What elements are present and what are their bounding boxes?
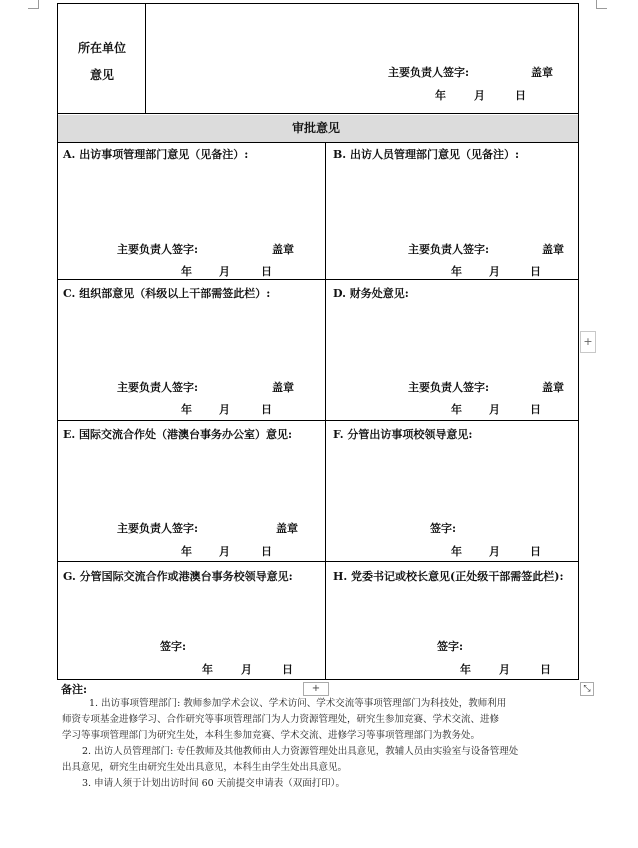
table-divider <box>145 3 146 113</box>
cell-a-seal: 盖章 <box>272 243 294 256</box>
cell-a-year: 年 <box>181 265 192 278</box>
note-line: 师资专项基金进修学习、合作研究等事项管理部门为人力资源管理处，研究生参加竞赛、学术交流、进修 <box>62 714 500 725</box>
table-row-line <box>57 113 579 114</box>
unit-opinion-label: 所在单位 <box>78 41 127 55</box>
page-corner-mark <box>28 0 39 9</box>
cell-e-title: E. 国际交流合作处（港澳台事务办公室）意见: <box>63 428 293 441</box>
table-border-bottom <box>57 679 579 680</box>
note-line: 3. 申请人须于计划出访时间 60 天前提交申请表（双面打印）。 <box>82 778 345 789</box>
cell-d-month: 月 <box>489 403 500 416</box>
signature-label: 主要负责人签字: <box>388 66 470 79</box>
cell-f-month: 月 <box>489 545 500 558</box>
table-border-right <box>578 3 579 679</box>
note-line: 学习等事项管理部门为研究生处，本科生参加竞赛、学术交流、进修学习等事项管理部门为教务处。 <box>62 730 481 741</box>
unit-opinion-label: 意见 <box>90 68 115 82</box>
cell-a-day: 日 <box>261 265 272 278</box>
cell-d-year: 年 <box>451 403 462 416</box>
cell-d-signature: 主要负责人签字: <box>408 381 490 394</box>
table-row-line <box>57 279 579 280</box>
approval-header: 审批意见 <box>292 121 341 135</box>
page-corner-mark <box>596 0 607 9</box>
cell-g-day: 日 <box>282 663 293 676</box>
cell-b-day: 日 <box>530 265 541 278</box>
date-year: 年 <box>435 89 446 102</box>
cell-b-month: 月 <box>489 265 500 278</box>
cell-h-month: 月 <box>499 663 510 676</box>
cell-h-signature: 签字: <box>437 640 464 653</box>
cell-d-title: D. 财务处意见: <box>333 287 409 300</box>
table-border-left <box>57 3 58 679</box>
notes-label: 备注: <box>61 683 88 696</box>
cell-c-year: 年 <box>181 403 192 416</box>
cell-g-title: G. 分管国际交流合作或港澳台事务校领导意见: <box>63 570 293 583</box>
cell-f-signature: 签字: <box>430 522 457 535</box>
note-line: 2. 出访人员管理部门: 专任教师及其他教师由人力资源管理处出具意见，教辅人员由实验室与设备管理处 <box>82 746 519 757</box>
cell-g-signature: 签字: <box>160 640 187 653</box>
table-resize-icon[interactable]: ⤡ <box>580 682 594 696</box>
cell-c-month: 月 <box>219 403 230 416</box>
note-line: 1. 出访事项管理部门: 教师参加学术会议、学术访问、学术交流等事项管理部门为科技处，教师利用 <box>89 698 507 709</box>
cell-a-month: 月 <box>219 265 230 278</box>
cell-h-title: H. 党委书记或校长意见(正处级干部需签此栏): <box>333 570 564 583</box>
cell-c-day: 日 <box>261 403 272 416</box>
cell-c-seal: 盖章 <box>272 381 294 394</box>
date-day: 日 <box>515 89 526 102</box>
cell-a-signature: 主要负责人签字: <box>117 243 199 256</box>
cell-h-day: 日 <box>540 663 551 676</box>
cell-b-year: 年 <box>451 265 462 278</box>
expand-column-button[interactable]: + <box>580 331 596 353</box>
cell-c-signature: 主要负责人签字: <box>117 381 199 394</box>
seal-label: 盖章 <box>531 66 553 79</box>
cell-e-month: 月 <box>219 545 230 558</box>
cell-f-title: F. 分管出访事项校领导意见: <box>333 428 473 441</box>
cell-f-day: 日 <box>530 545 541 558</box>
cell-e-seal: 盖章 <box>276 522 298 535</box>
cell-b-title: B. 出访人员管理部门意见（见备注）: <box>333 148 520 161</box>
table-row-line <box>57 142 579 143</box>
cell-b-seal: 盖章 <box>542 243 564 256</box>
cell-b-signature: 主要负责人签字: <box>408 243 490 256</box>
table-divider <box>325 142 326 679</box>
table-row-line <box>57 420 579 421</box>
note-line: 出具意见，研究生由研究生处出具意见，本科生由学生处出具意见。 <box>62 762 348 773</box>
table-border-top <box>57 3 579 4</box>
add-table-row-button[interactable]: + <box>303 682 329 696</box>
cell-g-year: 年 <box>202 663 213 676</box>
cell-h-year: 年 <box>460 663 471 676</box>
cell-c-title: C. 组织部意见（科级以上干部需签此栏）: <box>63 287 271 300</box>
cell-g-month: 月 <box>241 663 252 676</box>
cell-e-day: 日 <box>261 545 272 558</box>
cell-d-seal: 盖章 <box>542 381 564 394</box>
date-month: 月 <box>474 89 485 102</box>
cell-d-day: 日 <box>530 403 541 416</box>
cell-f-year: 年 <box>451 545 462 558</box>
cell-a-title: A. 出访事项管理部门意见（见备注）: <box>63 148 249 161</box>
table-row-line <box>57 561 579 562</box>
cell-e-year: 年 <box>181 545 192 558</box>
cell-e-signature: 主要负责人签字: <box>117 522 199 535</box>
